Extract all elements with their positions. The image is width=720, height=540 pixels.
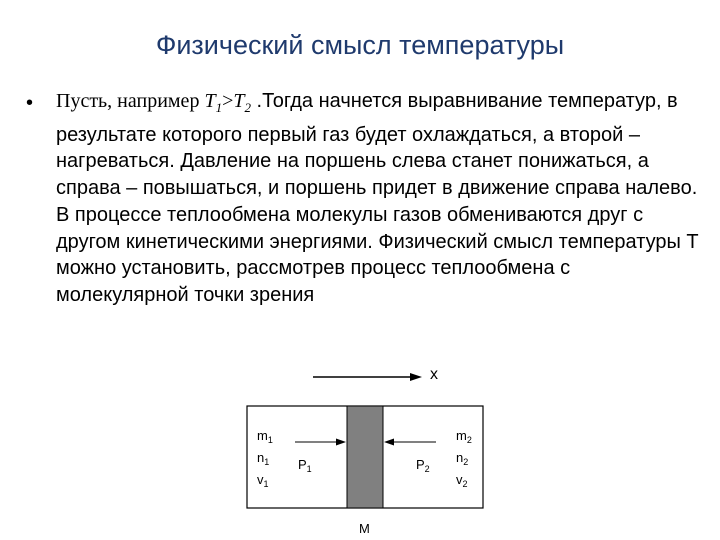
t1-subscript: 1 (215, 100, 223, 115)
t2-subscript: 2 (244, 100, 251, 115)
right-velocity: $v_2$ (456, 472, 468, 489)
x-axis-arrowhead (410, 373, 422, 381)
gt-sign: > (222, 90, 234, 112)
left-concentration: $n_1$ (257, 450, 270, 467)
piston (347, 406, 383, 508)
t1-symbol: T (204, 90, 216, 112)
right-mass: $m_2$ (456, 428, 472, 445)
left-gas-params (257, 427, 273, 493)
bullet-marker: • (26, 92, 34, 114)
right-force-arrowhead (384, 439, 394, 446)
right-concentration: $n_2$ (456, 450, 469, 467)
right-gas-params (456, 427, 472, 493)
left-mass: $m_1$ (257, 428, 273, 445)
intro-text: Пусть, например (56, 90, 205, 112)
slide-title: Физический смысл температуры (155, 30, 565, 60)
x-axis-label: x (430, 366, 438, 383)
piston-mass-label: M (359, 521, 370, 536)
body-text: .Тогда начнется выравнивание температур, в результате которого первый газ будет охлаждаться, а второй – нагреваться. Давление на поршень слева станет понижаться, а справа – повышаться, и поршень придет в движение справа налево. В процессе теплообмена молекулы газов обмениваются друг с другом кинетическими энергиями. Физический смысл температуры Т можно установить, рассмотрев процесс теплообмена с молекулярной точки зрения (56, 90, 699, 306)
t2-symbol: T (233, 90, 245, 112)
pressure-right-label: $P_2$ (416, 457, 430, 474)
left-velocity: $v_1$ (257, 472, 269, 489)
pressure-left-label: $P_1$ (298, 457, 312, 474)
left-force-arrowhead (336, 439, 346, 446)
